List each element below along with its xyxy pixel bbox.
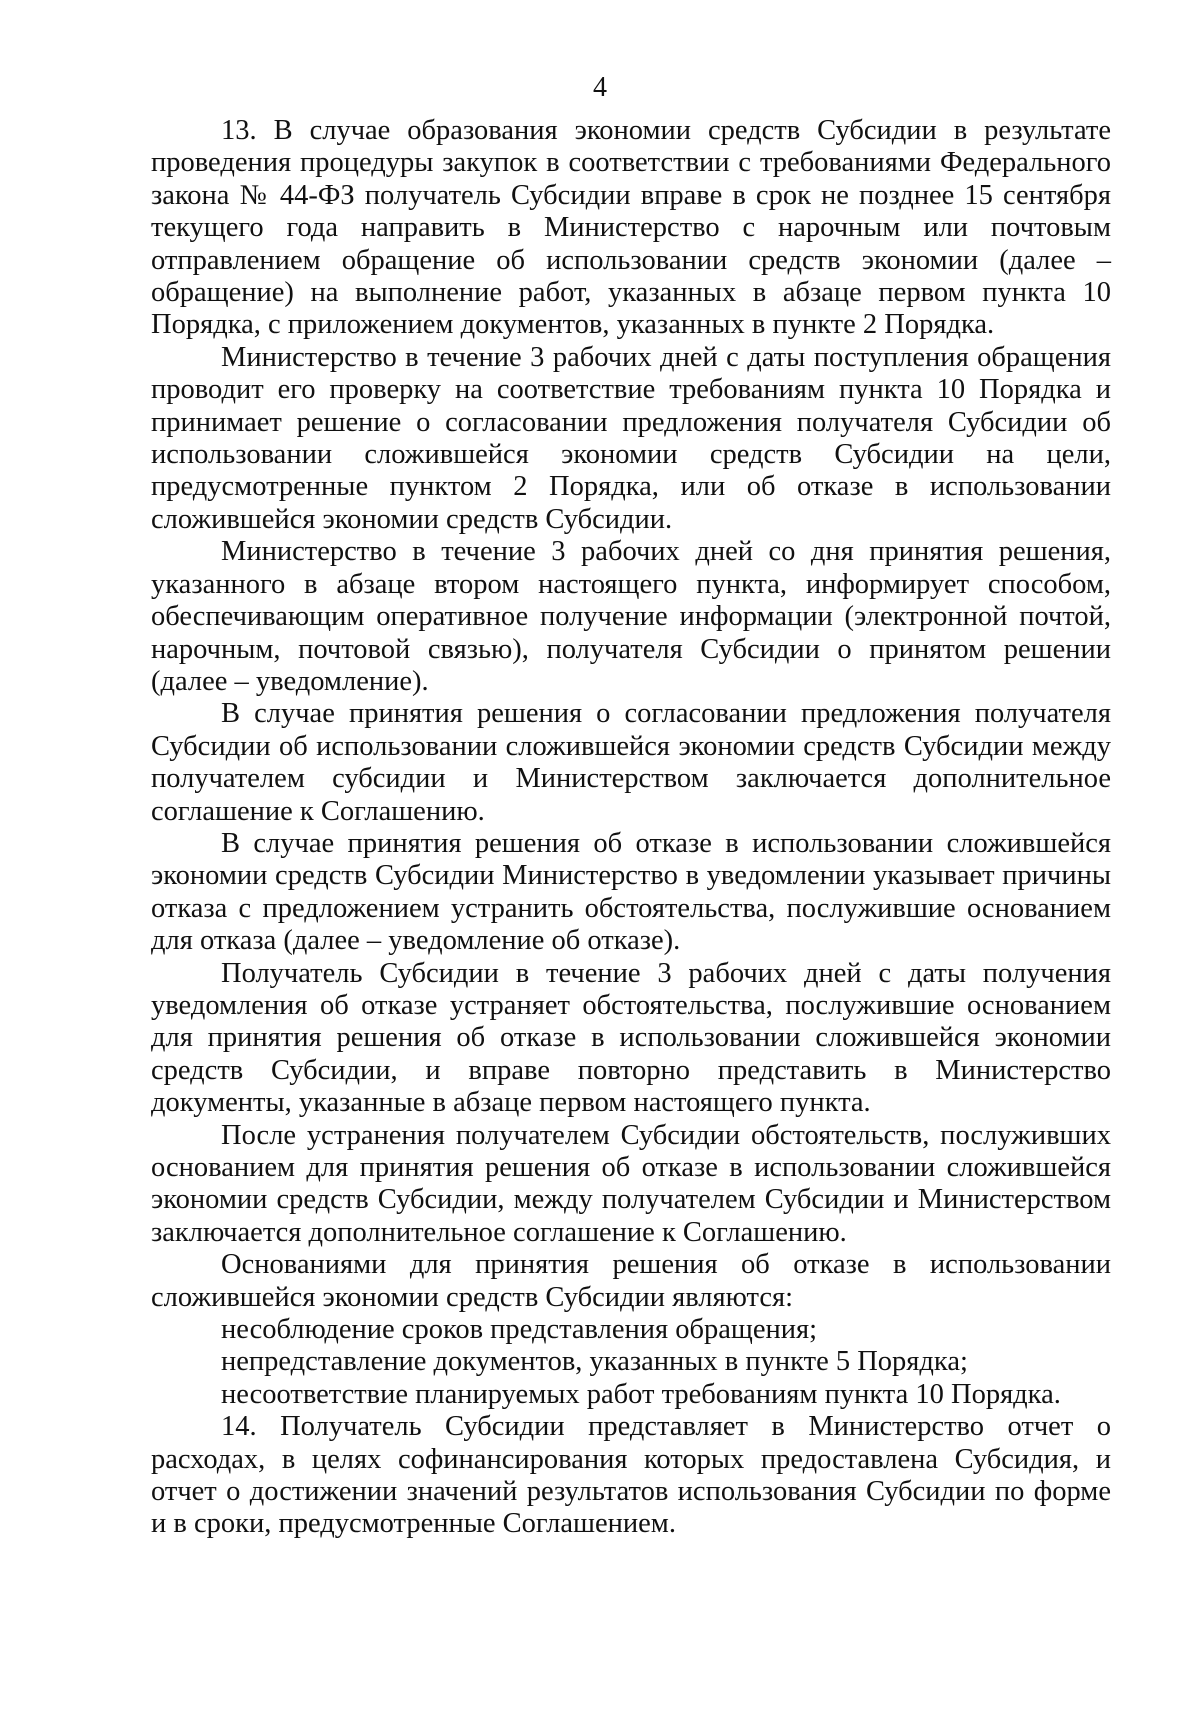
paragraph-approval-agreement: В случае принятия решения о согласовании предложения получателя Субсидии об использовании сложившейся экономии средств Субсидии между получателем субсидии и Министерством заключается дополнительное соглашение к Соглашению. [151,698,1111,827]
list-item-ground-nonconformity: несоответствие планируемых работ требованиям пункта 10 Порядка. [221,1378,1061,1410]
paragraph-notification: Министерство в течение 3 рабочих дней со дня принятия решения, указанного в абзаце втором настоящего пункта, информирует способом, обеспечивающим оперативное получение информации (электронной почтой, нарочным, почтовой связью), получателя Субсидии о принятом решении (далее – уведомление). [151,536,1111,697]
page-number: 4 [593,72,607,103]
paragraph-after-fix: После устранения получателем Субсидии обстоятельств, послуживших основанием для принятия решения об отказе в использовании сложившейся экономии средств Субсидии, между получателем Субсидии и Министерством заключается дополнительное соглашение к Соглашению. [151,1119,1111,1248]
paragraph-13: 13. В случае образования экономии средств Субсидии в результате проведения процедуры закупок в соответствии с требованиями Федерального закона № 44-ФЗ получатель Субсидии вправе в срок не позднее 15 сентября текущего года направить в Министерство с нарочным или почтовым отправлением обращение об использовании средств экономии (далее – обращение) на выполнение работ, указанных в абзаце первом пункта 10 Порядка, с приложением документов, указанных в пункте 2 Порядка. [151,115,1111,341]
document-body [151,115,1111,1541]
paragraph-recipient-fix: Получатель Субсидии в течение 3 рабочих дней с даты получения уведомления об отказе устраняет обстоятельства, послужившие основанием для принятия решения об отказе в использовании сложившейся экономии средств Субсидии, и вправе повторно представить в Министерство документы, указанные в абзаце первом настоящего пункта. [151,957,1111,1119]
paragraph-14: 14. Получатель Субсидии представляет в Министерство отчет о расходах, в целях софинансирования которых предоставлена Субсидия, и отчет о достижении значений результатов использования Субсидии по форме и в сроки, предусмотренные Соглашением. [151,1411,1111,1540]
list-item-ground-documents: непредставление документов, указанных в пункте 5 Порядка; [221,1346,968,1378]
paragraph-refusal-reasons: В случае принятия решения об отказе в использовании сложившейся экономии средств Субсидии Министерство в уведомлении указывает причины отказа с предложением устранить обстоятельства, послужившие основанием для отказа (далее – уведомление об отказе). [151,827,1111,957]
paragraph-ministry-review: Министерство в течение 3 рабочих дней с даты поступления обращения проводит его проверку на соответствие требованиям пункта 10 Порядка и принимает решение о согласовании предложения получателя Субсидии об использовании сложившейся экономии средств Субсидии на цели, предусмотренные пунктом 2 Порядка, или об отказе в использовании сложившейся экономии средств Субсидии. [151,341,1111,535]
list-item-ground-deadline: несоблюдение сроков представления обращения; [221,1314,818,1346]
paragraph-grounds-intro: Основаниями для принятия решения об отказе в использовании сложившейся экономии средств Субсидии являются: [151,1249,1111,1313]
